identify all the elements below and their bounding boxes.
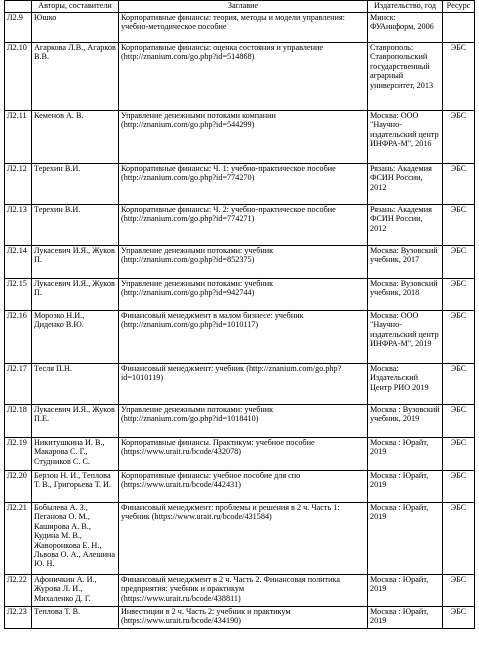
- row-authors: Лукасевич И.Я., Жуков П.: [32, 279, 119, 311]
- row-authors: Бобылева А. З., Пеганова О. М., Каширова А. В., Кудина М. В., Жаворонкова Е. Н., Львова О. А., Алешина Ю. Н.: [32, 503, 119, 575]
- row-authors: Агаркова Л.В., Агарков В.В.: [32, 43, 119, 111]
- row-title: Инвестиции в 2 ч. Часть 2: учебник и практикум (https://www.urait.ru/bcode/434190): [119, 607, 368, 629]
- row-publisher: Рязань: Академия ФСИН России, 2012: [368, 205, 443, 246]
- table-row: [5, 43, 475, 111]
- row-title: Корпоративные финансы: Ч. 2: учебно-практическое пособие (http://znanium.com/go.php?id=774271): [119, 205, 368, 246]
- row-number: Л2.14: [5, 246, 32, 279]
- row-number: Л2.16: [5, 311, 32, 364]
- table-row: [5, 438, 475, 471]
- row-resource: ЭБС: [443, 164, 475, 205]
- row-authors: Лукасевич И.Я., Жуков П.: [32, 246, 119, 279]
- table-row: [5, 311, 475, 364]
- row-number: Л2.13: [5, 205, 32, 246]
- row-number: Л2.19: [5, 438, 32, 471]
- table-row: [5, 111, 475, 164]
- row-publisher: Москва : Юрайт, 2019: [368, 471, 443, 503]
- header-resource: Ресурс: [443, 1, 475, 13]
- row-number: Л2.22: [5, 575, 32, 607]
- row-publisher: Москва : Вузовский учебник, 2019: [368, 405, 443, 438]
- row-authors: Берзон Н. И., Теплова Т. В., Григорьева Т. И.: [32, 471, 119, 503]
- row-publisher: Рязань: Академия ФСИН России, 2012: [368, 164, 443, 205]
- row-number: Л2.10: [5, 43, 32, 111]
- row-resource: ЭБС: [443, 111, 475, 164]
- header-title: Заглавие: [119, 1, 368, 13]
- row-publisher: Москва : Юрайт, 2019: [368, 438, 443, 471]
- table-row: [5, 13, 475, 43]
- row-resource: ЭБС: [443, 279, 475, 311]
- row-resource: ЭБС: [443, 438, 475, 471]
- row-number: Л2.23: [5, 607, 32, 629]
- row-title: Финансовый менеджмент: проблемы и решения в 2 ч. Часть 1: учебник (https://www.urait.ru/bcode/431584): [119, 503, 368, 575]
- row-title: Корпоративные финансы: учебное пособие для спо (https://www.urait.ru/bcode/442431): [119, 471, 368, 503]
- row-resource: [443, 13, 475, 43]
- row-publisher: Москва: ООО "Научно-издательский центр ИНФРА-М", 2016: [368, 111, 443, 164]
- row-title: Финансовый менеджмент в малом бизнесе: учебник (http://znanium.com/go.php?id=1010117): [119, 311, 368, 364]
- table-row: [5, 364, 475, 405]
- table-row: [5, 205, 475, 246]
- row-authors: Лукасевич И.Я., Жуков П.Е.: [32, 405, 119, 438]
- table-row: [5, 471, 475, 503]
- row-title: Корпоративные финансы: оценка состояния и управление (http://znanium.com/go.php?id=514868): [119, 43, 368, 111]
- row-authors: Теплова Т. В.: [32, 607, 119, 629]
- row-number: Л2.20: [5, 471, 32, 503]
- row-title: Управление денежными потоками: учебник (http://znanium.com/go.php?id=852375): [119, 246, 368, 279]
- table-row: [5, 503, 475, 575]
- row-title: Финансовый менеджмент: учебник (http://znanium.com/go.php?id=1010119): [119, 364, 368, 405]
- row-number: Л2.9: [5, 13, 32, 43]
- row-title: Корпоративные финансы: Ч. 1: учебно-практическое пособие (http://znanium.com/go.php?id=774270): [119, 164, 368, 205]
- row-publisher: Москва: Вузовский учебник, 2017: [368, 246, 443, 279]
- row-title: Финансовый менеджмент в 2 ч. Часть 2. Финансовая политика предприятия: учебник и практикум (https://www.urait.ru/bcode/438811): [119, 575, 368, 607]
- row-resource: ЭБС: [443, 43, 475, 111]
- row-number: Л2.15: [5, 279, 32, 311]
- table-row: [5, 405, 475, 438]
- row-publisher: Москва : Юрайт, 2019: [368, 575, 443, 607]
- row-resource: ЭБС: [443, 364, 475, 405]
- row-authors: Никитушкина И. В., Макарова С. Г., Студников С. С.: [32, 438, 119, 471]
- table-row: [5, 246, 475, 279]
- row-authors: Терехин В.И.: [32, 164, 119, 205]
- header-number: [5, 1, 32, 13]
- row-resource: ЭБС: [443, 575, 475, 607]
- row-publisher: Москва : Юрайт, 2019: [368, 503, 443, 575]
- row-resource: ЭБС: [443, 205, 475, 246]
- row-authors: Юшко: [32, 13, 119, 43]
- row-number: Л2.17: [5, 364, 32, 405]
- row-number: Л2.12: [5, 164, 32, 205]
- row-resource: ЭБС: [443, 311, 475, 364]
- row-resource: ЭБС: [443, 503, 475, 575]
- table-row: [5, 575, 475, 607]
- row-resource: ЭБС: [443, 246, 475, 279]
- row-authors: Афоничкин А. И., Журова Л. И., Михаленко Д. Г.: [32, 575, 119, 607]
- row-resource: ЭБС: [443, 405, 475, 438]
- row-resource: ЭБС: [443, 471, 475, 503]
- bibliography-table: [4, 0, 475, 629]
- row-title: Корпоративные финансы: теория, методы и модели управления: учебно-методическое пособие: [119, 13, 368, 43]
- row-authors: Тесля П.Н.: [32, 364, 119, 405]
- row-title: Управление денежными потоками: учебник (http://znanium.com/go.php?id=1018410): [119, 405, 368, 438]
- row-publisher: Москва: Вузовский учебник, 2018: [368, 279, 443, 311]
- row-publisher: Москва : Юрайт, 2019: [368, 607, 443, 629]
- row-title: Управление денежными потоками компании (http://znanium.com/go.php?id=544299): [119, 111, 368, 164]
- row-title: Управление денежными потоками: учебник (http://znanium.com/go.php?id=942744): [119, 279, 368, 311]
- row-authors: Морозко Н.И., Диденко В.Ю.: [32, 311, 119, 364]
- row-publisher: Ставрополь: Ставропольский государственный аграрный университет, 2013: [368, 43, 443, 111]
- row-authors: Кеменов А. В.: [32, 111, 119, 164]
- row-number: Л2.21: [5, 503, 32, 575]
- row-number: Л2.11: [5, 111, 32, 164]
- table-row: [5, 607, 475, 629]
- row-authors: Терехин В.И.: [32, 205, 119, 246]
- row-publisher: Минск: ФУАинформ, 2006: [368, 13, 443, 43]
- row-publisher: Москва: ООО "Научно-издательский центр ИНФРА-М", 2019: [368, 311, 443, 364]
- row-number: Л2.18: [5, 405, 32, 438]
- table-row: [5, 279, 475, 311]
- row-title: Корпоративные финансы. Практикум: учебное пособие (https://www.urait.ru/bcode/432078): [119, 438, 368, 471]
- row-publisher: Москва: Издательский Центр РИО 2019: [368, 364, 443, 405]
- row-resource: ЭБС: [443, 607, 475, 629]
- header-authors: Авторы, составители: [32, 1, 119, 13]
- table-row: [5, 164, 475, 205]
- table-header-row: [5, 1, 475, 13]
- header-publisher: Издательство, год: [368, 1, 443, 13]
- bibliography-page: [4, 0, 474, 629]
